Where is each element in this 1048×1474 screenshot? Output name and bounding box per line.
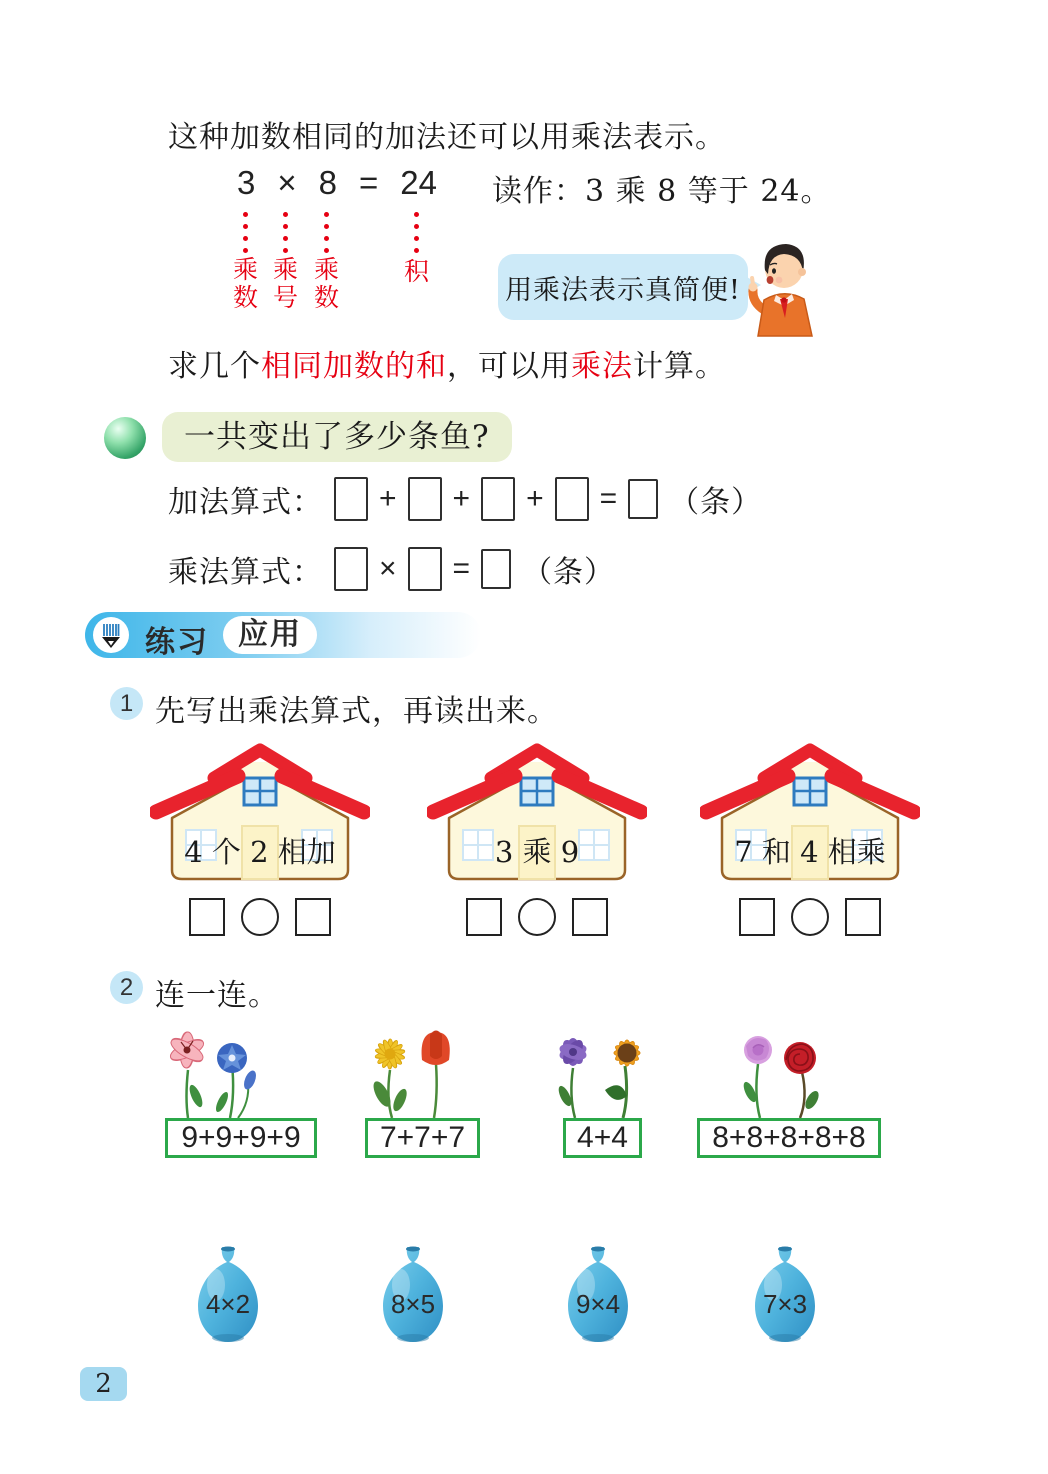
boy-speaking-icon: [742, 236, 824, 338]
equals-sign: =: [452, 552, 471, 585]
addition-card-4[interactable]: 8+8+8+8+8: [697, 1118, 881, 1158]
multiplicand-1: 3: [237, 164, 256, 201]
question-text: 一共变出了多少条鱼?: [184, 419, 490, 455]
term-label-product: 积: [404, 257, 430, 286]
multiplication-blank-1[interactable]: [334, 547, 368, 591]
times-sign: ×: [379, 552, 397, 585]
term-label-multiplicand-1: 乘数: [232, 255, 258, 312]
multiplicand-2: 8: [318, 164, 337, 201]
rule-emphasis-2: 乘法: [571, 349, 633, 384]
term-label-multiplicand-2: 乘数: [313, 255, 339, 312]
answer-shapes-house-3: [739, 898, 881, 936]
plus-sign: +: [452, 482, 471, 515]
times-sign: ×: [277, 164, 297, 201]
addition-blank-2[interactable]: [408, 477, 442, 521]
unit-label: （条）: [669, 485, 763, 520]
multiplication-formula-row: [168, 547, 615, 591]
vase-2-label: 8×5: [390, 1289, 436, 1319]
term-label-times-sign: 乘号: [272, 255, 298, 312]
answer-circle[interactable]: [241, 898, 279, 936]
house-1-label: 4 个 2 相加: [184, 835, 336, 869]
vase-3-label: 9×4: [575, 1289, 621, 1319]
green-bead-icon: [104, 417, 146, 459]
addition-card-3[interactable]: 4+4: [563, 1118, 642, 1158]
house-card-2: [427, 742, 647, 902]
addition-card-1[interactable]: 9+9+9+9: [165, 1118, 317, 1158]
equals-sign: =: [359, 164, 379, 201]
rule-part-3: 计算。: [633, 349, 726, 384]
rule-part-1: 求几个: [168, 349, 261, 384]
answer-square[interactable]: [845, 898, 881, 936]
exercise-1-number: 1: [110, 687, 143, 720]
dotted-leader-1: [243, 212, 248, 253]
practice-title: 练习: [145, 626, 209, 659]
multiplication-equation: [237, 164, 437, 202]
intro-sentence: 这种加数相同的加法还可以用乘法表示。: [168, 120, 726, 155]
bellflower-and-sunflower-icon: [543, 1020, 668, 1120]
dotted-leader-4: [414, 212, 419, 253]
addition-card-2[interactable]: 7+7+7: [365, 1118, 480, 1158]
exercise-2-number: 2: [110, 971, 143, 1004]
addition-blank-1[interactable]: [334, 477, 368, 521]
plus-sign: +: [526, 482, 544, 515]
answer-square[interactable]: [295, 898, 331, 936]
house-3-label: 7 和 4 相乘: [734, 835, 886, 869]
multiplication-blank-2[interactable]: [408, 547, 442, 591]
unit-label: （条）: [522, 555, 616, 590]
addition-blank-3[interactable]: [481, 477, 515, 521]
addition-formula-row: [168, 477, 762, 521]
vase-multiplication-4[interactable]: [735, 1243, 835, 1348]
plus-sign: +: [379, 482, 397, 515]
speech-text: 用乘法表示真简便!: [505, 274, 741, 306]
answer-circle[interactable]: [791, 898, 829, 936]
dotted-leader-2: [283, 212, 288, 253]
vase-multiplication-3[interactable]: [548, 1243, 648, 1348]
answer-square[interactable]: [466, 898, 502, 936]
speech-bubble: [498, 254, 748, 320]
page-number: 2: [80, 1367, 127, 1401]
vase-multiplication-1[interactable]: [178, 1243, 278, 1348]
vase-1-label: 4×2: [205, 1289, 251, 1319]
lisianthus-and-rose-icon: [728, 1020, 858, 1120]
vase-multiplication-2[interactable]: [363, 1243, 463, 1348]
answer-square[interactable]: [572, 898, 608, 936]
multiplication-label: 乘法算式：: [168, 555, 323, 590]
rule-emphasis-1: 相同加数的和: [261, 349, 447, 384]
application-tag: 应用: [223, 616, 317, 654]
equation-reading: 读作：3 乘 8 等于 24。: [492, 174, 832, 209]
answer-square[interactable]: [189, 898, 225, 936]
equals-sign: =: [599, 482, 618, 515]
exercise-2-instruction: 连一连。: [155, 978, 279, 1013]
addition-blank-4[interactable]: [555, 477, 589, 521]
rule-sentence: [168, 341, 726, 385]
dotted-leader-3: [324, 212, 329, 253]
lily-and-morning-glory-icon: [158, 1020, 283, 1120]
question-highlight: [162, 412, 512, 462]
rule-part-2: ，可以用: [447, 349, 571, 384]
multiplication-answer-blank[interactable]: [481, 549, 511, 589]
pencil-icon: [93, 617, 129, 653]
answer-circle[interactable]: [518, 898, 556, 936]
exercise-1-instruction: 先写出乘法算式，再读出来。: [155, 694, 558, 729]
house-card-1: [150, 742, 370, 902]
vase-4-label: 7×3: [762, 1289, 808, 1319]
addition-label: 加法算式：: [168, 485, 323, 520]
answer-shapes-house-2: [466, 898, 608, 936]
product-value: 24: [400, 164, 437, 201]
house-card-3: [700, 742, 920, 902]
addition-answer-blank[interactable]: [628, 479, 658, 519]
chrysanthemum-and-tulip-icon: [358, 1020, 473, 1120]
answer-shapes-house-1: [189, 898, 331, 936]
answer-square[interactable]: [739, 898, 775, 936]
practice-header-banner: [85, 612, 481, 658]
house-2-label: 3 乘 9: [494, 835, 580, 869]
